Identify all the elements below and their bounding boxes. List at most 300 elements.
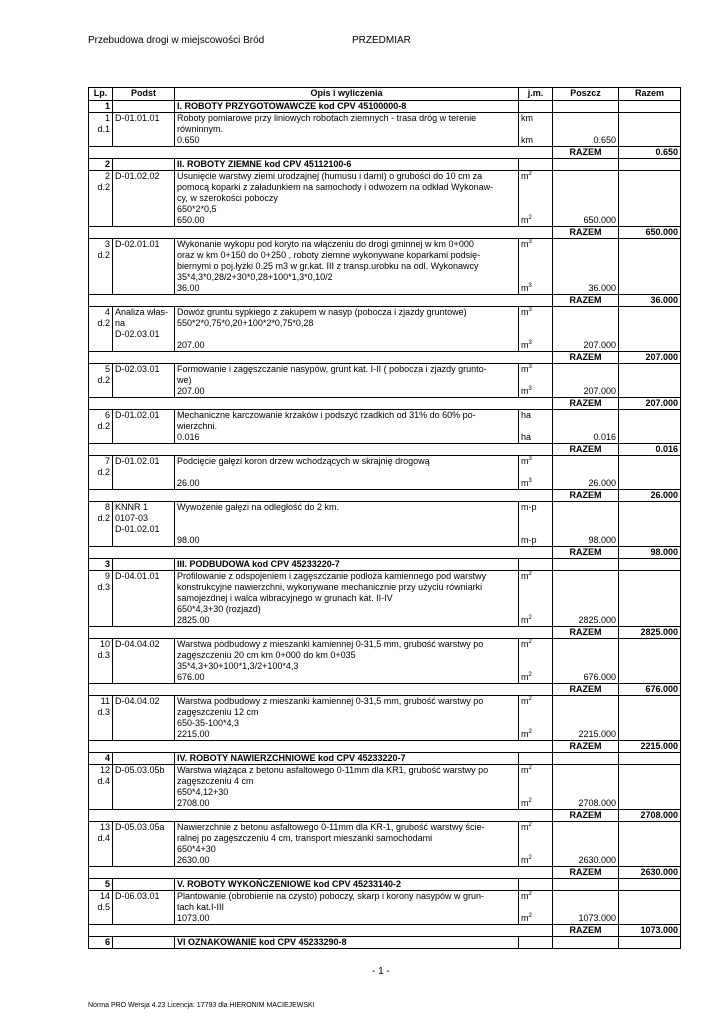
unit-text: m (521, 639, 529, 649)
item-podst (113, 171, 175, 227)
podst-line: D-02.03.01 (115, 329, 160, 339)
unit-sup: 2 (528, 571, 532, 577)
section-row (89, 753, 681, 765)
item-lp: 11 (100, 696, 110, 706)
item-lp: 12 (99, 765, 110, 775)
description-line: 207.00 (177, 340, 205, 350)
unit-bottom (521, 729, 550, 740)
unit-text: km (521, 135, 533, 145)
item-poszcz: 26.000 (553, 456, 619, 490)
razem-label: RAZEM (553, 547, 619, 559)
razem-value: 26.000 (619, 490, 681, 502)
item-dept: d.2 (97, 421, 110, 431)
item-unit-cell (519, 239, 553, 295)
item-razem (619, 307, 681, 352)
item-razem (619, 113, 681, 147)
description-line: 26.00 (177, 478, 200, 488)
item-podst (113, 456, 175, 490)
item-description (175, 822, 519, 867)
unit-sup: 2 (528, 729, 532, 735)
item-description (175, 307, 519, 352)
unit-bottom (521, 215, 550, 226)
unit-text: m (521, 913, 529, 923)
razem-row (89, 227, 681, 239)
unit-sup: 2 (528, 615, 532, 621)
section-title: I. ROBOTY PRZYGOTOWAWCZE kod CPV 45100000-8 (175, 101, 519, 113)
item-razem (619, 239, 681, 295)
razem-row (89, 684, 681, 696)
table-header-row (89, 88, 681, 101)
razem-row (89, 295, 681, 307)
razem-value: 2215.000 (619, 741, 681, 753)
section-title: III. PODBUDOWA kod CPV 45233220-7 (175, 559, 519, 571)
description-line: Warstwa podbudowy z mieszanki kamiennej 0-31,5 mm, grubość warstwy po (177, 639, 484, 649)
unit-text: m-p (521, 535, 537, 545)
unit-bottom (521, 478, 550, 489)
unit-top (521, 639, 550, 650)
col-header-jm: j.m. (519, 88, 553, 101)
table-row (89, 822, 681, 867)
unit-sup: 2 (528, 696, 532, 702)
item-number (89, 113, 113, 147)
unit-sup: 3 (528, 307, 532, 313)
item-dept: d.4 (97, 776, 110, 786)
item-lp: 4 (104, 307, 110, 317)
item-lp: 1 (104, 113, 110, 123)
razem-row (89, 352, 681, 364)
description-line: biernymi o poj.łyżki 0.25 m3 w gr.kat. III z transp.urobku na odl. Wykonawcy (177, 261, 479, 271)
razem-label: RAZEM (553, 398, 619, 410)
table-row (89, 364, 681, 398)
section-podst (113, 753, 175, 765)
description-line: wierzchni. (177, 421, 218, 431)
description-line (177, 524, 516, 535)
description-line: Roboty pomiarowe przy liniowych robotach ziemnych - trasa dróg w terenie (177, 113, 477, 123)
table-row (89, 171, 681, 227)
item-number (89, 696, 113, 741)
razem-value: 676.000 (619, 684, 681, 696)
item-number (89, 765, 113, 810)
item-poszcz: 36.000 (553, 239, 619, 295)
unit-top (521, 410, 550, 421)
razem-row (89, 147, 681, 159)
item-description (175, 239, 519, 295)
unit-text: m-p (521, 502, 537, 512)
description-line (177, 467, 516, 478)
table-row (89, 410, 681, 444)
unit-text: ha (521, 410, 532, 420)
description-line: 650*4,3+30 (rozjazd) (177, 604, 261, 614)
item-lp: 9 (104, 571, 110, 581)
unit-bottom (521, 672, 550, 683)
item-razem (619, 456, 681, 490)
description-line: 650*4,12+30 (177, 787, 229, 797)
description-line: konstrukcyjne nawierzchni, wykonywane mechanicznie przy użyciu równiarki (177, 582, 483, 592)
item-podst (113, 113, 175, 147)
description-line: 1073.00 (177, 913, 210, 923)
description-line: tach kat.I-III (177, 902, 225, 912)
section-number: 1 (89, 101, 113, 113)
item-dept: d.3 (97, 650, 110, 660)
unit-text: m (521, 571, 529, 581)
table-row (89, 571, 681, 627)
description-line: 650-35-100*4,3 (177, 718, 240, 728)
description-line: oraz w km 0+150 do 0+250 , roboty ziemne wykonywane koparkami podsię- (177, 250, 481, 260)
item-unit-cell (519, 456, 553, 490)
description-line: 2825.00 (177, 615, 210, 625)
section-number: 3 (89, 559, 113, 571)
unit-sup: 2 (528, 672, 532, 678)
item-unit-cell (519, 822, 553, 867)
unit-top (521, 364, 550, 375)
unit-bottom (521, 432, 550, 443)
unit-text: m (521, 615, 529, 625)
table-row (89, 307, 681, 352)
razem-row (89, 925, 681, 937)
item-razem (619, 171, 681, 227)
razem-label: RAZEM (553, 227, 619, 239)
razem-label: RAZEM (553, 867, 619, 879)
description-line: 35*4,3*0,28/2+30*0,28+100*1,3*0,10/2 (177, 272, 333, 282)
item-number (89, 410, 113, 444)
unit-text: m (521, 283, 529, 293)
unit-sup: 2 (528, 215, 532, 221)
razem-label: RAZEM (553, 490, 619, 502)
item-podst (113, 639, 175, 684)
item-description (175, 765, 519, 810)
table-row (89, 502, 681, 547)
description-line: 36.00 (177, 283, 200, 293)
description-line: Usunięcie warstwy ziemi urodzajnej (humusu i darni) o grubości do 10 cm za (177, 171, 483, 181)
unit-text: m (521, 798, 529, 808)
item-dept: d.2 (97, 467, 110, 477)
podst-line: D-04.04.02 (115, 696, 160, 706)
podst-line: 0107-03 (115, 513, 149, 523)
document-header-title: Przebudowa drogi w miejscowości Bród (88, 35, 265, 46)
podst-line: D-02.03.01 (115, 364, 160, 374)
podst-line: D-05.03.05a (115, 822, 165, 832)
item-razem (619, 891, 681, 925)
table-row (89, 639, 681, 684)
item-description (175, 502, 519, 547)
description-line: 550*2*0,75*0,20+100*2*0,75*0,28 (177, 318, 314, 328)
unit-text: m (521, 672, 529, 682)
item-poszcz: 650.000 (553, 171, 619, 227)
description-line: 650.00 (177, 215, 205, 225)
item-unit-cell (519, 571, 553, 627)
podst-line: D-04.04.02 (115, 639, 160, 649)
razem-row (89, 627, 681, 639)
item-poszcz: 207.000 (553, 364, 619, 398)
col-header-opis: Opis i wyliczenia (175, 88, 519, 101)
unit-top (521, 171, 550, 182)
item-lp: 2 (104, 171, 110, 181)
section-number: 4 (89, 753, 113, 765)
section-title: II. ROBOTY ZIEMNE kod CPV 45112100-6 (175, 159, 519, 171)
item-lp: 8 (104, 502, 110, 512)
item-description (175, 571, 519, 627)
unit-sup: 2 (528, 891, 532, 897)
table-row (89, 696, 681, 741)
podst-line: D-01.02.01 (115, 524, 160, 534)
description-line: 650*2*0,5 (177, 204, 217, 214)
section-title: VI OZNAKOWANIE kod CPV 45233290-8 (175, 937, 519, 949)
section-row (89, 101, 681, 113)
section-row (89, 559, 681, 571)
item-razem (619, 765, 681, 810)
podst-line: D-01.01.01 (115, 113, 160, 123)
table-row (89, 456, 681, 490)
table-row (89, 891, 681, 925)
unit-text: m (521, 307, 529, 317)
item-dept: d.3 (97, 707, 110, 717)
unit-text: km (521, 113, 533, 123)
item-description (175, 364, 519, 398)
item-razem (619, 639, 681, 684)
item-unit-cell (519, 410, 553, 444)
razem-label: RAZEM (553, 925, 619, 937)
item-unit-cell (519, 307, 553, 352)
przedmiar-table (88, 87, 681, 949)
item-lp: 10 (99, 639, 110, 649)
description-line: pomocą koparki z załadunkiem na samochody i odwozem na odkład Wykonaw- (177, 182, 494, 192)
section-row (89, 937, 681, 949)
description-line: 207.00 (177, 386, 205, 396)
unit-bottom (521, 386, 550, 397)
razem-label: RAZEM (553, 147, 619, 159)
item-unit-cell (519, 113, 553, 147)
license-footer: Norma PRO Wersja 4.23 Licencja: 17793 dla HIERONIM MACIEJEWSKI (88, 1002, 315, 1009)
item-podst (113, 307, 175, 352)
unit-sup: 2 (528, 855, 532, 861)
unit-text: m (521, 386, 529, 396)
description-line: 2708.00 (177, 798, 210, 808)
description-line: 676.00 (177, 672, 205, 682)
item-number (89, 456, 113, 490)
razem-value: 0.016 (619, 444, 681, 456)
razem-label: RAZEM (553, 352, 619, 364)
description-line: Nawierzchnie z betonu asfaltowego 0-11mm dla KR-1, grubość warstwy ście- (177, 822, 485, 832)
unit-top (521, 696, 550, 707)
item-lp: 6 (104, 410, 110, 420)
item-number (89, 171, 113, 227)
item-number (89, 307, 113, 352)
description-line: ralnej po zagęszczeniu 4 cm, transport mieszanki samochodami (177, 833, 433, 843)
item-poszcz: 207.000 (553, 307, 619, 352)
section-number: 6 (89, 937, 113, 949)
item-dept: d.4 (97, 833, 110, 843)
podst-line: D-01.02.01 (115, 456, 160, 466)
podst-line: Analiza włas- (115, 307, 169, 317)
razem-label: RAZEM (553, 295, 619, 307)
razem-row (89, 810, 681, 822)
col-header-podst: Podst (113, 88, 175, 101)
unit-text: m (521, 822, 529, 832)
item-dept: d.5 (97, 902, 110, 912)
description-line: zagęszczeniu 4 cm (177, 776, 254, 786)
unit-sup: 3 (528, 478, 532, 484)
description-line: Plantowanie (obrobienie na czysto) poboczy, skarp i korony nasypów w grun- (177, 891, 484, 901)
unit-text: m (521, 891, 529, 901)
item-lp: 13 (99, 822, 110, 832)
unit-top (521, 502, 550, 513)
razem-label: RAZEM (553, 444, 619, 456)
unit-sup: 2 (528, 798, 532, 804)
description-line: zagęszczeniu 20 cm km 0+000 do km 0+035 (177, 650, 356, 660)
unit-sup: 3 (528, 340, 532, 346)
unit-top (521, 113, 550, 124)
razem-value: 650.000 (619, 227, 681, 239)
item-poszcz: 1073.000 (553, 891, 619, 925)
unit-sup: 3 (528, 386, 532, 392)
item-podst (113, 765, 175, 810)
unit-sup: 2 (528, 822, 532, 828)
table-row (89, 239, 681, 295)
unit-top (521, 891, 550, 902)
unit-bottom (521, 135, 550, 146)
razem-row (89, 741, 681, 753)
description-line: Podcięcie gałęzi koron drzew wchodzących w skrajnię drogową (177, 456, 430, 466)
razem-label: RAZEM (553, 741, 619, 753)
item-unit-cell (519, 639, 553, 684)
item-poszcz: 2630.000 (553, 822, 619, 867)
item-podst (113, 364, 175, 398)
description-line: 35*4,3+30+100*1,3/2+100*4,3 (177, 661, 299, 671)
razem-row (89, 867, 681, 879)
description-line: Warstwa podbudowy z mieszanki kamiennej 0-31,5 mm, grubość warstwy po (177, 696, 484, 706)
razem-value: 2708.000 (619, 810, 681, 822)
item-razem (619, 822, 681, 867)
item-lp: 5 (104, 364, 110, 374)
unit-top (521, 571, 550, 582)
item-poszcz: 2825.000 (553, 571, 619, 627)
description-line: Dowóz gruntu sypkiego z zakupem w nasyp (pobocza i zjazdy gruntowe) (177, 307, 467, 317)
item-dept: d.1 (97, 124, 110, 134)
document-header-type: PRZEDMIAR (352, 35, 411, 46)
col-header-poszcz: Poszcz (553, 88, 619, 101)
unit-text: m (521, 364, 529, 374)
unit-text: ha (521, 432, 532, 442)
podst-line: KNNR 1 (115, 502, 149, 512)
razem-row (89, 490, 681, 502)
item-lp: 14 (99, 891, 110, 901)
razem-value: 0.650 (619, 147, 681, 159)
item-poszcz: 0.650 (553, 113, 619, 147)
description-line: 2215.00 (177, 729, 210, 739)
razem-value: 98.000 (619, 547, 681, 559)
unit-text: m (521, 239, 529, 249)
section-row (89, 879, 681, 891)
col-header-razem: Razem (619, 88, 681, 101)
description-line: Profilowanie z odspojeniem i zagęszczanie podłoża kamiennego pod warstwy (177, 571, 487, 581)
item-unit-cell (519, 502, 553, 547)
section-podst (113, 937, 175, 949)
item-dept: d.2 (97, 513, 110, 523)
item-number (89, 502, 113, 547)
description-line: 0.650 (177, 135, 200, 145)
razem-value: 2630.000 (619, 867, 681, 879)
razem-row (89, 398, 681, 410)
razem-row (89, 444, 681, 456)
item-unit-cell (519, 696, 553, 741)
section-podst (113, 101, 175, 113)
description-line (177, 513, 516, 524)
unit-top (521, 765, 550, 776)
item-podst (113, 239, 175, 295)
table-row (89, 113, 681, 147)
item-description (175, 113, 519, 147)
item-description (175, 891, 519, 925)
item-number (89, 364, 113, 398)
item-poszcz: 676.000 (553, 639, 619, 684)
unit-sup: 2 (528, 639, 532, 645)
item-description (175, 696, 519, 741)
razem-label: RAZEM (553, 684, 619, 696)
razem-row (89, 547, 681, 559)
item-lp: 7 (104, 456, 110, 466)
unit-text: m (521, 855, 529, 865)
item-podst (113, 571, 175, 627)
unit-text: m (521, 696, 529, 706)
item-razem (619, 571, 681, 627)
section-podst (113, 159, 175, 171)
description-line: 2630.00 (177, 855, 210, 865)
unit-sup: 3 (528, 456, 532, 462)
unit-sup: 2 (528, 171, 532, 177)
item-description (175, 639, 519, 684)
item-podst (113, 891, 175, 925)
podst-line: D-04.01.01 (115, 571, 160, 581)
item-poszcz: 2708.000 (553, 765, 619, 810)
razem-value: 2825.000 (619, 627, 681, 639)
unit-bottom (521, 535, 550, 546)
section-number: 5 (89, 879, 113, 891)
unit-bottom (521, 340, 550, 351)
unit-bottom (521, 798, 550, 809)
item-unit-cell (519, 765, 553, 810)
unit-bottom (521, 855, 550, 866)
item-podst (113, 696, 175, 741)
description-line: zagęszczeniu 12 cm (177, 707, 259, 717)
unit-sup: 3 (528, 239, 532, 245)
unit-sup: 3 (528, 364, 532, 370)
table-row (89, 765, 681, 810)
section-title: IV. ROBOTY NAWIERZCHNIOWE kod CPV 45233220-7 (175, 753, 519, 765)
razem-label: RAZEM (553, 810, 619, 822)
item-poszcz: 2215.000 (553, 696, 619, 741)
item-lp: 3 (104, 239, 110, 249)
unit-text: m (521, 478, 529, 488)
item-description (175, 456, 519, 490)
podst-line: D-05.03.05b (115, 765, 165, 775)
description-line: 0.016 (177, 432, 200, 442)
unit-top (521, 307, 550, 318)
unit-text: m (521, 215, 529, 225)
item-description (175, 171, 519, 227)
description-line: samojezdnej i walca wibracyjnego w grunach kat. II-IV (177, 593, 393, 603)
unit-sup: 2 (528, 913, 532, 919)
page-number: - 1 - (372, 966, 390, 977)
unit-top (521, 456, 550, 467)
podst-line: D-01.02.01 (115, 410, 160, 420)
unit-sup: 3 (528, 283, 532, 289)
item-unit-cell (519, 364, 553, 398)
item-podst (113, 410, 175, 444)
description-line: Mechaniczne karczowanie krzaków i podszyć rzadkich od 31% do 60% po- (177, 410, 476, 420)
podst-line: na (115, 318, 126, 328)
podst-line: D-01.02.02 (115, 171, 160, 181)
item-unit-cell (519, 171, 553, 227)
